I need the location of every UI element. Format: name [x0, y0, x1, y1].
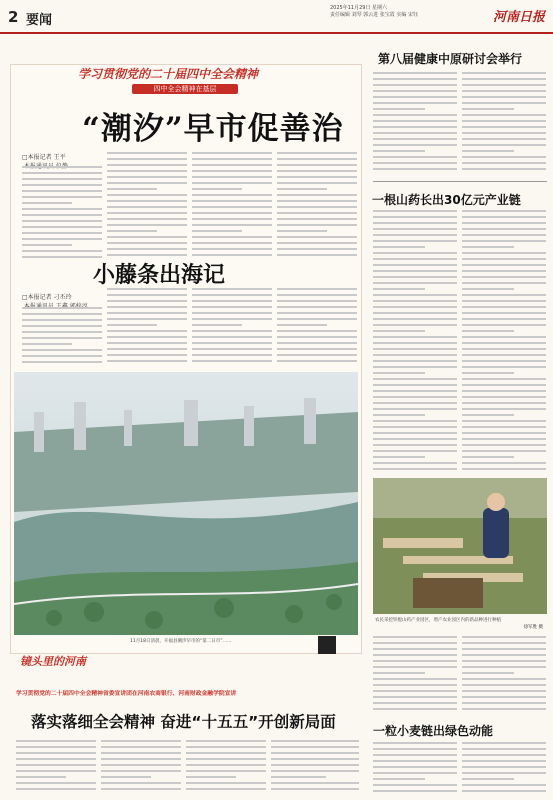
right-article-1-column: [462, 72, 546, 174]
feature-footer-brand: 镜头里的河南: [20, 655, 86, 668]
right-article-1-column: [373, 72, 457, 174]
right-headline-1: 第八届健康中原研讨会举行: [378, 52, 523, 66]
article-1-column: [22, 166, 102, 262]
right-article-2-column: [373, 210, 457, 474]
section-title: 要闻: [26, 13, 53, 28]
masthead: [0, 0, 553, 34]
right-article-3-column: [462, 742, 546, 796]
byline-1: □本报记者 王平: [22, 154, 66, 161]
feature-banner: 学习贯彻党的二十届四中全会精神: [78, 66, 259, 81]
right-article-3-column: [373, 742, 457, 796]
right-article-2-column: [462, 210, 546, 474]
qr-code[interactable]: [318, 636, 336, 654]
right-headline-2: 一根山药长出30亿元产业链: [372, 193, 521, 207]
photographer-credit: 徐军胜 摄: [523, 625, 543, 630]
article-2-column: [107, 288, 187, 366]
right-photo-caption: 农民采挖铁棍山药产业园区，增产农业园区内的新品种进行种植: [375, 618, 501, 623]
right-article-2-tail: [462, 636, 546, 714]
article-1-column: [277, 152, 357, 260]
byline-2: □本报记者 刁丕玲: [22, 294, 72, 301]
article-1-column: [192, 152, 272, 260]
article-2-column: [192, 288, 272, 366]
right-headline-3: 一粒小麦链出绿色动能: [373, 724, 494, 738]
article-1-column: [107, 152, 187, 260]
bottom-column: [186, 740, 266, 794]
yam-harvest-photo: [373, 478, 547, 614]
aerial-river-photo: [14, 372, 358, 635]
bottom-column: [271, 740, 359, 794]
headline-1: “潮汐”早市促善治: [82, 111, 344, 147]
newspaper-logo: 河南日报: [492, 10, 545, 25]
headline-2: 小藤条出海记: [93, 262, 226, 288]
column-tag: 四中全会精神在基层: [132, 84, 238, 94]
photo-caption: 11月18日清晨，开福县潮汐早市的“第二日市”……: [130, 639, 232, 644]
bottom-column: [16, 740, 96, 794]
bottom-column: [101, 740, 181, 794]
article-2-column: [277, 288, 357, 366]
dateline: 2025年11月29日 星期六 责任编辑 刘琴 郭云进 张宝霞 实编 宋钰: [330, 5, 418, 18]
page-number: 2: [8, 8, 19, 26]
article-2-column: [22, 307, 102, 367]
right-article-2-tail: [373, 636, 457, 714]
bottom-kicker: 学习贯彻党的二十届四中全会精神省委宣讲团在河南农商银行、河南财政金融学院宣讲: [16, 691, 237, 697]
divider: [373, 181, 547, 182]
bottom-headline: 落实落细全会精神 奋进“十五五”开创新局面: [31, 713, 336, 731]
